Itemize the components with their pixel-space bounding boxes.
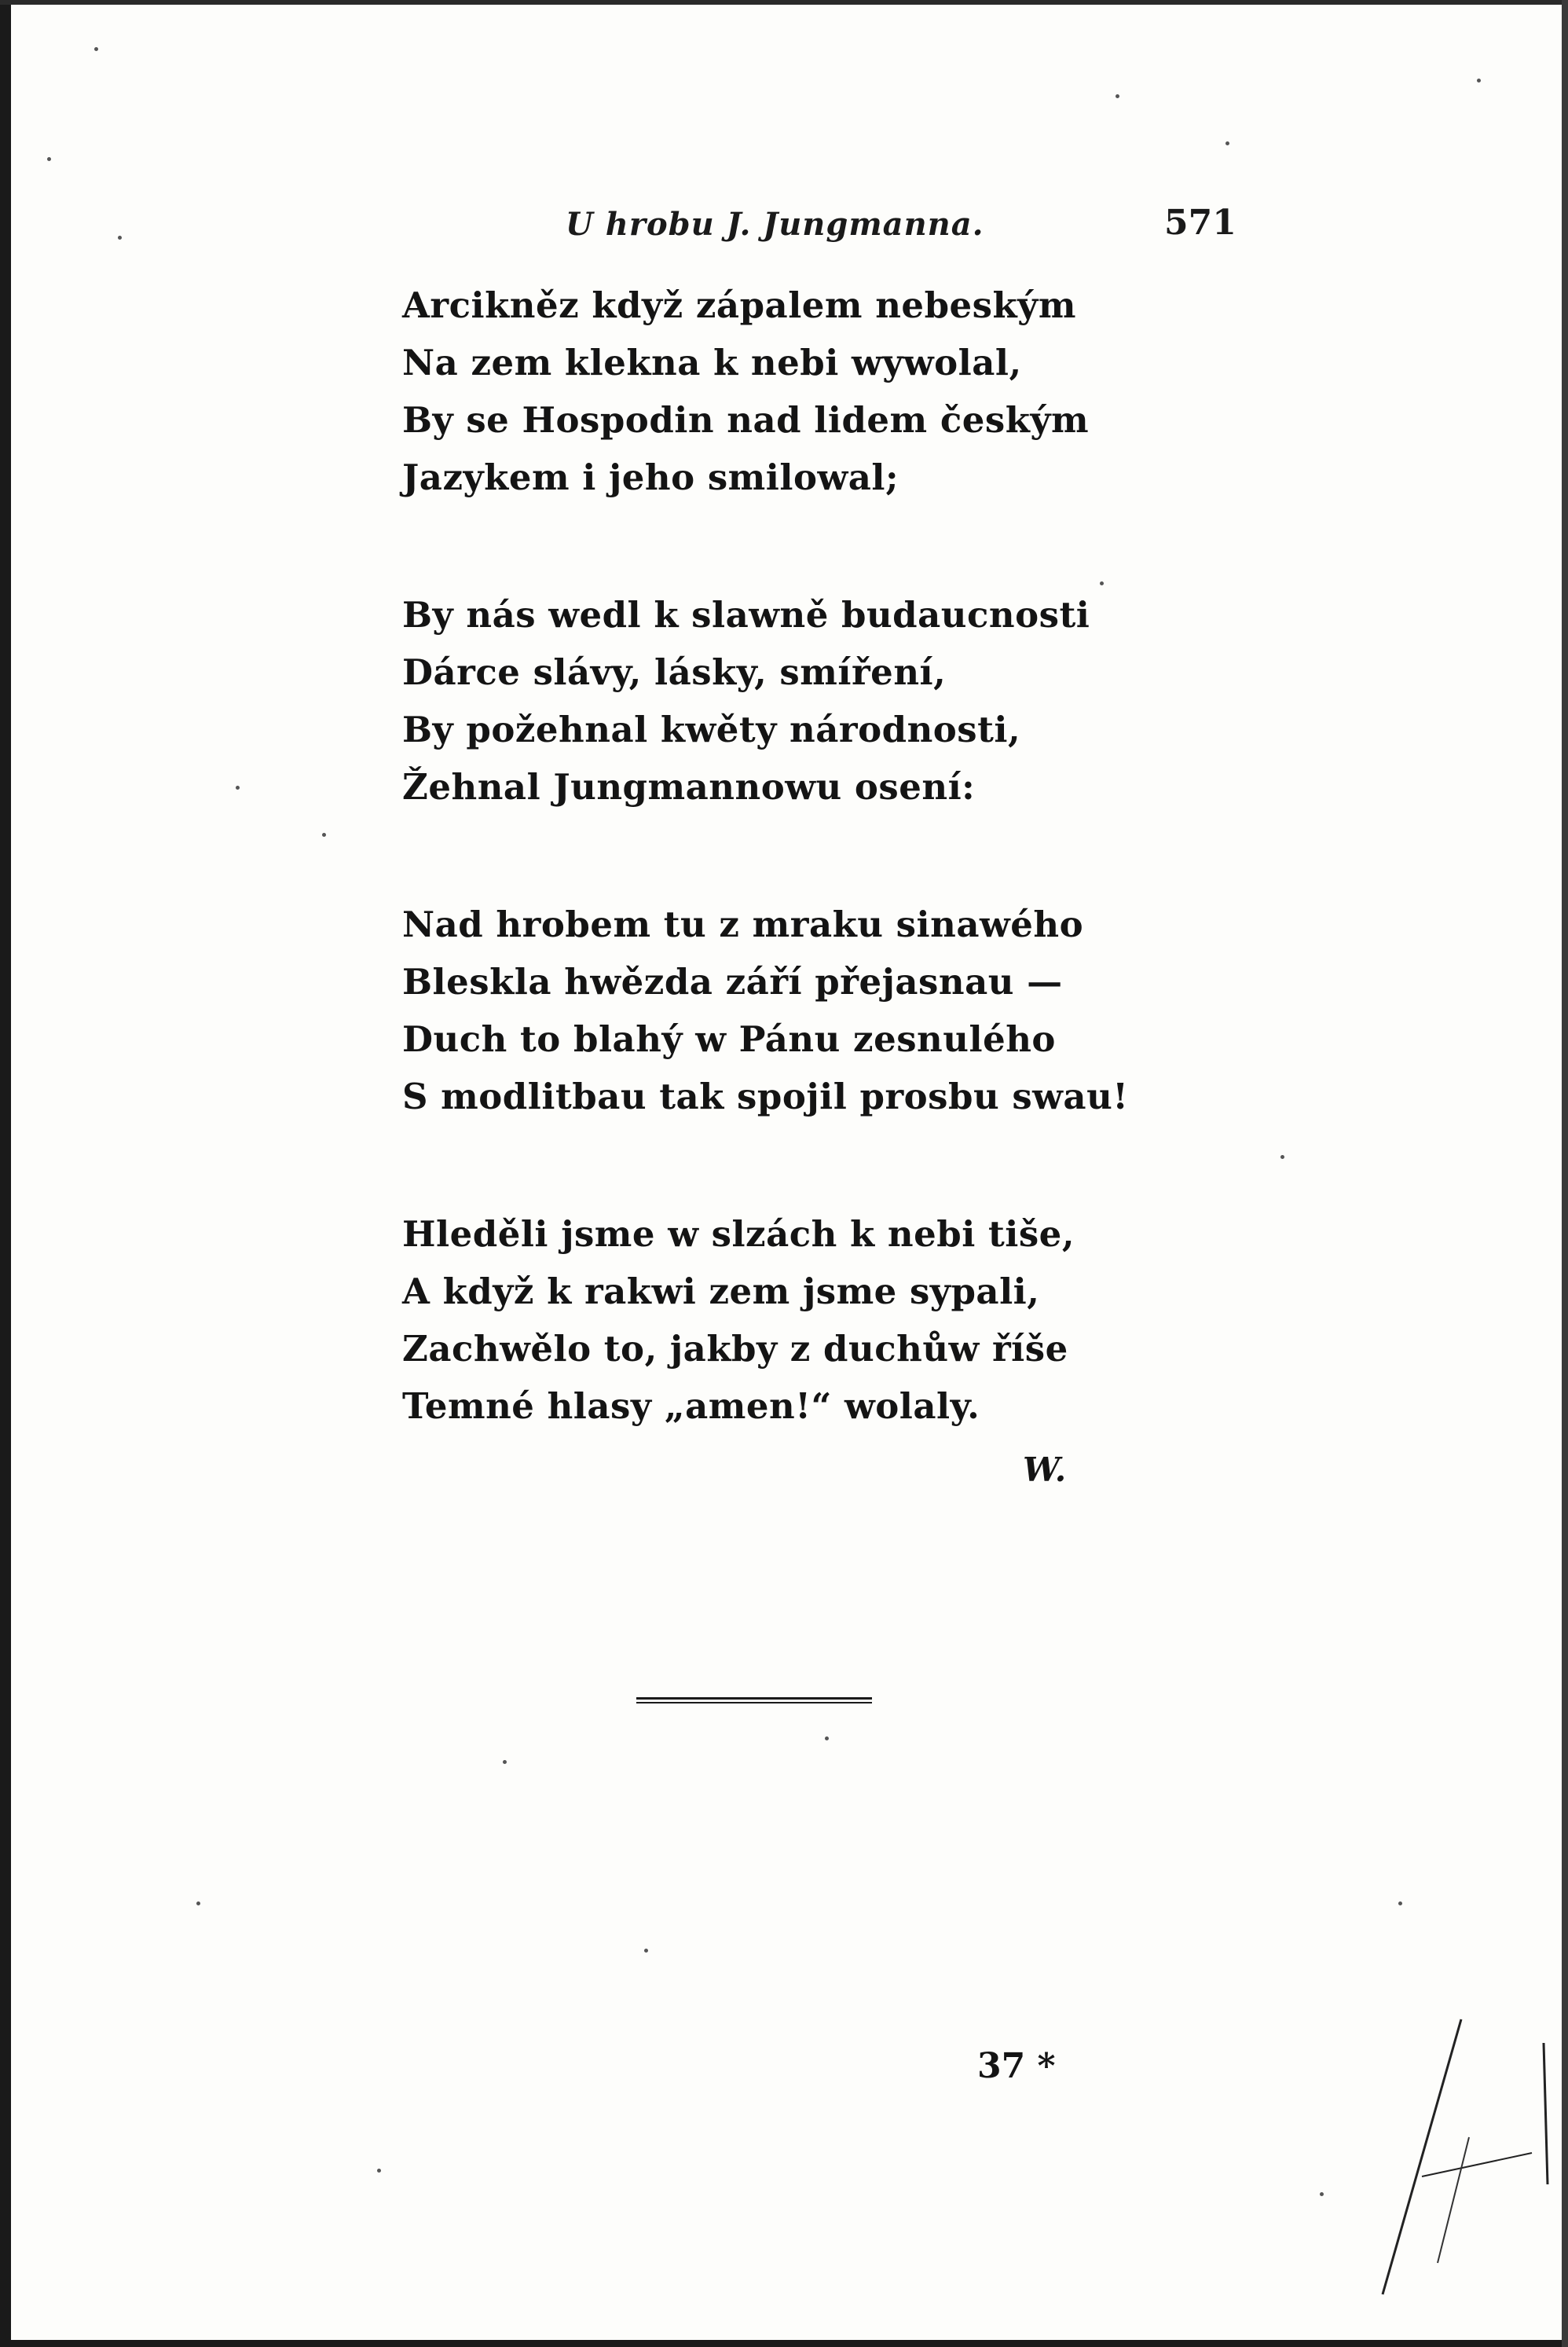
poem-line: Zachwělo to, jakby z duchůw říše bbox=[402, 1328, 1068, 1370]
poem-line: Jazykem i jeho smilowal; bbox=[402, 457, 899, 498]
poem-line: Nad hrobem tu z mraku sinawého bbox=[402, 904, 1084, 945]
page-number: 571 bbox=[1164, 203, 1236, 243]
poem-line: By nás wedl k slawně budaucnosti bbox=[402, 594, 1090, 636]
poem-line: Na zem klekna k nebi wywolal, bbox=[402, 342, 1022, 383]
poem-line: A když k rakwi zem jsme sypali, bbox=[402, 1271, 1040, 1312]
poem-line: Temné hlasy „amen!“ wolaly. bbox=[402, 1385, 980, 1427]
scan-border-left bbox=[0, 0, 11, 2347]
poem-line: Žehnal Jungmannowu osení: bbox=[402, 766, 976, 808]
poem-line: Dárce slávy, lásky, smíření, bbox=[402, 651, 947, 693]
scan-border-top bbox=[0, 0, 1568, 5]
stanza bbox=[402, 1205, 1109, 1435]
section-divider-rule bbox=[636, 1697, 872, 1703]
scan-border-bottom bbox=[0, 2340, 1568, 2347]
stanza bbox=[402, 896, 1129, 1125]
printer-signature-mark: 37 * bbox=[977, 2046, 1056, 2086]
poem-line: Duch to blahý w Pánu zesnulého bbox=[402, 1018, 1056, 1060]
poem-line: Hleděli jsme w slzách k nebi tiše, bbox=[402, 1213, 1075, 1255]
poem-line: S modlitbau tak spojil prosbu swau! bbox=[402, 1076, 1129, 1117]
scan-scratch-marks bbox=[1351, 2011, 1555, 2326]
poem-line: By požehnal kwěty národnosti, bbox=[402, 709, 1021, 750]
poem-line: Arcikněz když zápalem nebeským bbox=[402, 284, 1076, 326]
stanza bbox=[402, 586, 1109, 816]
running-title: U hrobu J. Jungmanna. bbox=[566, 206, 984, 243]
poem bbox=[402, 277, 1129, 1515]
scan-border-right bbox=[1562, 0, 1568, 2347]
stanza bbox=[402, 277, 1109, 506]
author-signature: W. bbox=[1023, 1450, 1067, 1489]
poem-line: By se Hospodin nad lidem českým bbox=[402, 399, 1090, 441]
poem-line: Bleskla hwězda září přejasnau — bbox=[402, 961, 1063, 1003]
